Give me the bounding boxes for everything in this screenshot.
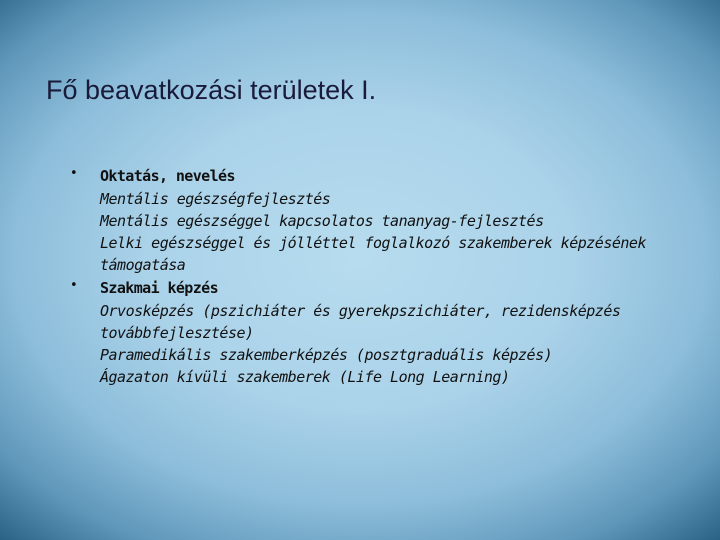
sub-item: Orvosképzés (pszichiáter és gyerekpszichiáter, rezidensképzés továbbfejlesztése)	[100, 302, 621, 342]
sub-item: Mentális egészségfejlesztés	[100, 190, 331, 208]
sub-item: Paramedikális szakemberképzés (posztgraduális képzés)	[100, 346, 553, 364]
bullet-professional-training	[70, 276, 670, 388]
sub-item: Ágazaton kívüli szakemberek (Life Long Learning)	[100, 368, 510, 386]
bullet-marker: •	[70, 166, 78, 181]
bullet-education	[70, 164, 670, 276]
bullet-heading: Szakmai képzés	[100, 279, 219, 297]
slide-title: Fő beavatkozási területek I.	[46, 75, 377, 105]
bullet-marker: •	[70, 278, 78, 293]
sub-item: Mentális egészséggel kapcsolatos tananyag-fejlesztés	[100, 212, 544, 230]
bullet-list	[70, 164, 670, 388]
sub-item: Lelki egészséggel és jólléttel foglalkozó szakemberek képzésének támogatása	[100, 234, 646, 274]
bullet-heading: Oktatás, nevelés	[100, 167, 235, 185]
